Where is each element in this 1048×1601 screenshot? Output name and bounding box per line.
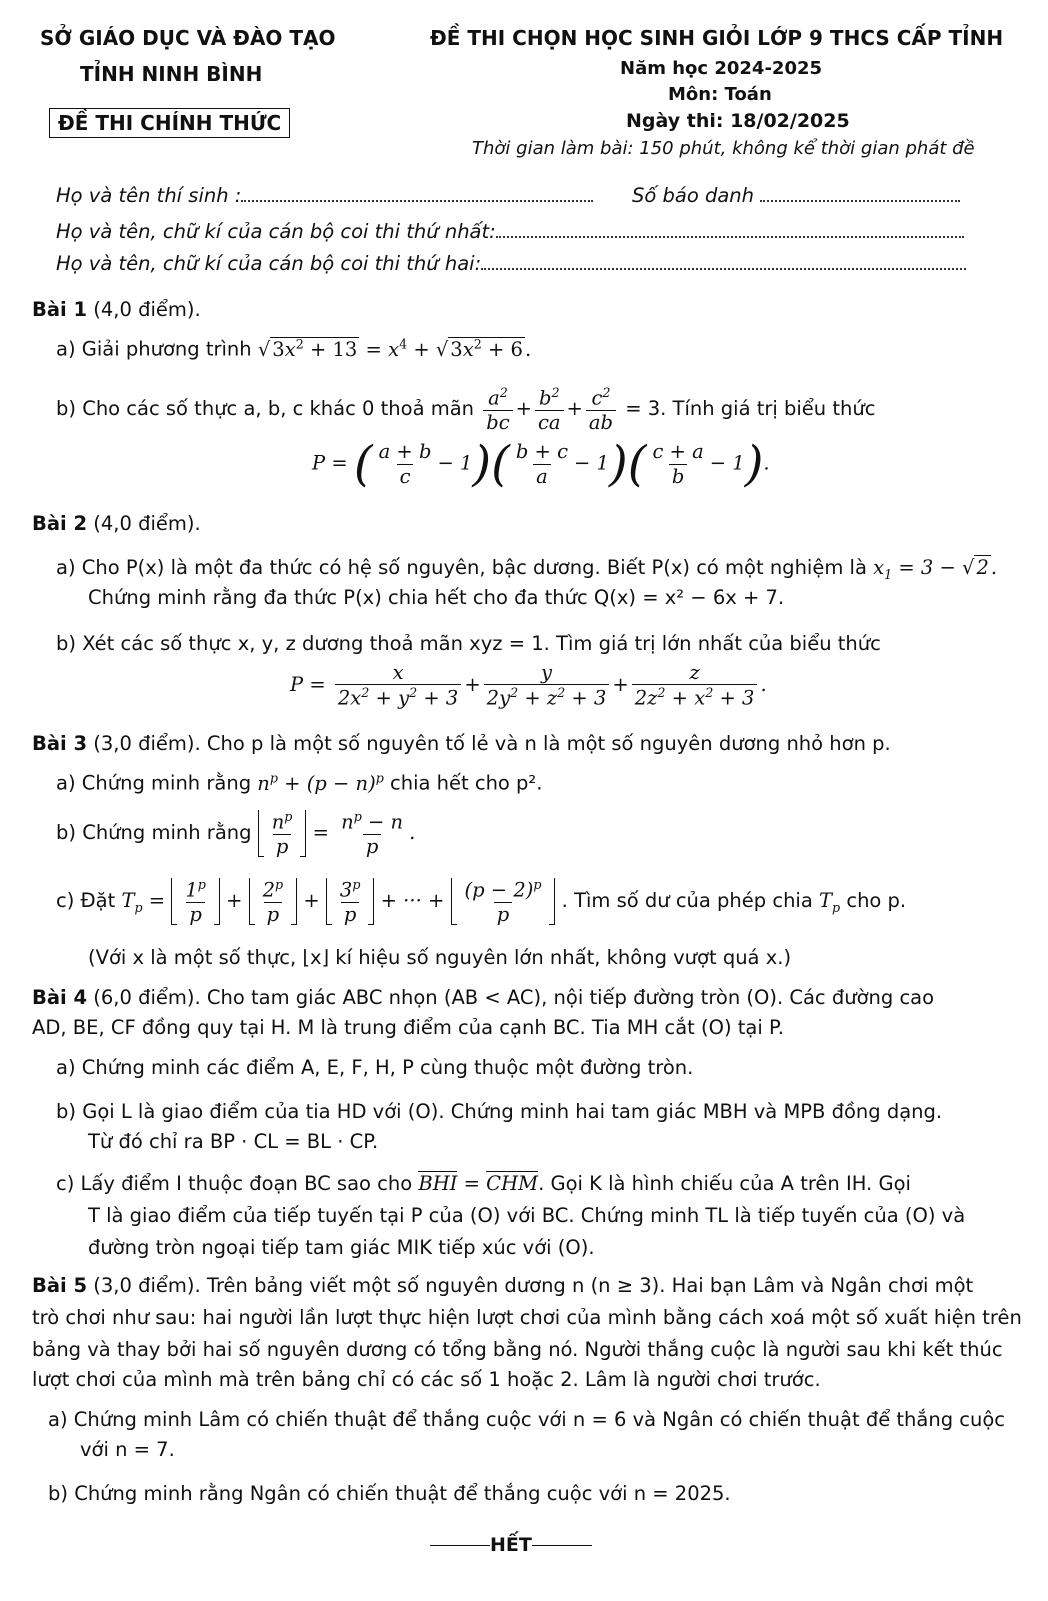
end-marker xyxy=(430,1534,592,1556)
end-text: HẾT xyxy=(490,1534,532,1556)
bai3-heading xyxy=(32,732,891,755)
bai4-points: (6,0 điểm). xyxy=(93,986,201,1009)
bai5-b-label: b) xyxy=(48,1482,68,1505)
bai1-b-text1: Cho các số thực a, b, c khác 0 thoả mãn xyxy=(82,397,475,421)
bai3-a-label: a) xyxy=(56,771,76,795)
bai3-c-tp: $T_p$ xyxy=(819,889,841,916)
bai2-a-text1: Cho P(x) là một đa thức có hệ số nguyên, bậc dương. Biết P(x) có một nghiệm là xyxy=(81,556,867,579)
bai3-note: (Với x là một số thực, ⌊x⌋ kí hiệu số nguyên lớn nhất, không vượt quá x.) xyxy=(88,946,792,969)
bai4-b-text2: Từ đó chỉ ra BP · CL = BL · CP. xyxy=(88,1130,379,1153)
bai1-a-text: Giải phương trình xyxy=(81,337,252,361)
bai1-title: Bài 1 xyxy=(32,298,88,321)
bai4-c-text3: đường tròn ngoại tiếp tam giác MIK tiếp xúc với (O). xyxy=(88,1236,595,1259)
exam-duration: Thời gian làm bài: 150 phút, không kể thời gian phát đề xyxy=(472,138,975,159)
bai4-a xyxy=(56,1056,693,1079)
bai3-a-text2: chia hết cho p². xyxy=(390,771,543,795)
bai5-a-label: a) xyxy=(48,1408,68,1431)
bai3-c-definition: $T_p$ = 1$^p$ p + 2$^p$ p + 3$^p$ p + ··· + $(p - 2)^p$ p xyxy=(121,889,561,912)
bai5-line4: lượt chơi của mình mà trên bảng chỉ có các số 1 hoặc 2. Lâm là người chơi trước. xyxy=(32,1368,821,1391)
bai4-heading xyxy=(32,986,934,1009)
bai3-a-expr: $n^p + (p - n)^p$ xyxy=(257,770,384,795)
exam-title: ĐỀ THI CHỌN HỌC SINH GIỎI LỚP 9 THCS CẤP TỈNH xyxy=(430,26,1004,50)
school-year: Năm học 2024-2025 xyxy=(620,58,823,79)
bai1-heading xyxy=(32,298,201,321)
bai3-points: (3,0 điểm). xyxy=(93,732,201,755)
bai2-b-text: Xét các số thực x, y, z dương thoả mãn xyz = 1. Tìm giá trị lớn nhất của biểu thức xyxy=(82,632,881,655)
exam-date: Ngày thi: 18/02/2025 xyxy=(626,110,850,132)
bai5-a-text2: với n = 7. xyxy=(80,1438,175,1461)
bai5-b xyxy=(48,1482,731,1505)
bai4-b xyxy=(56,1100,942,1123)
bai1-a-equation: √ $3x^2 + 13 = x^4$ + √ $3x^2 + 6$ . xyxy=(257,336,532,361)
bai2-points: (4,0 điểm). xyxy=(93,512,201,535)
bai5-line2: trò chơi như sau: hai người lần lượt thực hiện lượt chơi của mình bằng cách xoá một số xuất hiện trên xyxy=(32,1306,1022,1329)
department-name: SỞ GIÁO DỤC VÀ ĐÀO TẠO xyxy=(40,26,336,50)
bai1-b-expression: P = ( $\frac{a + b}{c}$ − 1)( $\frac{b + c}{a}$ − 1)( $\frac{c + a}{b}$ − 1). xyxy=(312,436,770,492)
bai4-c-text1a: Lấy điểm I thuộc đoạn BC sao cho xyxy=(80,1172,413,1195)
bai5-a-text1: Chứng minh Lâm có chiến thuật để thắng cuộc với n = 6 và Ngân có chiến thuật để thắng cuộc xyxy=(73,1408,1006,1431)
bai1-b-text2: = 3. Tính giá trị biểu thức xyxy=(625,397,876,421)
proctor2-label: Họ và tên, chữ kí của cán bộ coi thi thứ hai: xyxy=(56,252,482,275)
bai4-c-text1b: . Gọi K là hình chiếu của A trên IH. Gọi xyxy=(538,1172,911,1195)
bai1-points: (4,0 điểm). xyxy=(93,298,201,321)
bai3-b-label: b) xyxy=(56,821,76,845)
bai1-a-label: a) xyxy=(56,337,76,361)
bai2-a-text2: Chứng minh rằng đa thức P(x) chia hết cho đa thức Q(x) = x² − 6x + 7. xyxy=(88,586,785,609)
bai4-b-label: b) xyxy=(56,1100,76,1123)
candidate-number-field xyxy=(632,184,960,207)
subject: Môn: Toán xyxy=(668,84,772,105)
bai4-c-text2: T là giao điểm của tiếp tuyến tại P của (O) với BC. Chứng minh TL là tiếp tuyến của (O) và xyxy=(88,1204,966,1227)
bai3-b-text: Chứng minh rằng xyxy=(82,821,252,845)
bai5-points: (3,0 điểm). xyxy=(93,1274,201,1297)
bai1-b-label: b) xyxy=(56,397,76,421)
bai2-title: Bài 2 xyxy=(32,512,88,535)
bai4-c-label: c) xyxy=(56,1172,75,1195)
bai3-c-text3: cho p. xyxy=(846,889,907,913)
bai5-title: Bài 5 xyxy=(32,1274,88,1297)
bai3-c-text1: Đặt xyxy=(80,889,116,913)
bai1-b xyxy=(56,386,875,433)
bai4-a-label: a) xyxy=(56,1056,76,1079)
bai2-a-root: $x_1 = 3$ − √ 2 . xyxy=(873,556,998,582)
bai4-c xyxy=(56,1172,911,1195)
bai3-a xyxy=(56,770,542,795)
official-exam-box: ĐỀ THI CHÍNH THỨC xyxy=(49,108,290,138)
bai2-a-label: a) xyxy=(56,556,76,579)
proctor2-field xyxy=(56,252,966,275)
bai5-heading xyxy=(32,1274,973,1297)
bai5-a xyxy=(48,1408,1005,1431)
proctor1-field xyxy=(56,220,964,243)
bai4-intro2: AD, BE, CF đồng quy tại H. M là trung điểm của cạnh BC. Tia MH cắt (O) tại P. xyxy=(32,1016,784,1039)
bai1-a xyxy=(56,336,531,361)
bai3-b-equation: $n^p$ p = $\frac{n^p - n}{p}$ . xyxy=(258,821,416,844)
bai3-c-label: c) xyxy=(56,889,75,913)
bai4-intro1: Cho tam giác ABC nhọn (AB < AC), nội tiếp đường tròn (O). Các đường cao xyxy=(206,986,935,1009)
bai1-b-condition: $\frac{a^2}{bc}$ + $\frac{b^2}{ca}$ + $\frac{c^2}{ab}$ xyxy=(480,397,625,420)
candidate-name-field xyxy=(56,184,593,207)
bai2-b-expression: P = $\frac{x}{2x^2 + y^2 + 3}$ + $\frac{y}{2y^2 + z^2 + 3}$ + $\frac{z}{2z^2 + x^2 + 3}$ . xyxy=(290,661,767,710)
bai3-c-text2: . Tìm số dư của phép chia xyxy=(561,889,813,913)
bai3-a-text1: Chứng minh rằng xyxy=(81,771,252,795)
bai5-line1: Trên bảng viết một số nguyên dương n (n ≥ 3). Hai bạn Lâm và Ngân chơi một xyxy=(206,1274,974,1297)
bai4-b-text1: Gọi L là giao điểm của tia HD với (O). Chứng minh hai tam giác MBH và MPB đồng dạng. xyxy=(82,1100,943,1123)
province-name: TỈNH NINH BÌNH xyxy=(80,62,263,86)
bai3-intro: Cho p là một số nguyên tố lẻ và n là một số nguyên dương nhỏ hơn p. xyxy=(206,732,891,755)
bai4-c-angles: BHI = CHM xyxy=(418,1172,539,1195)
bai3-b xyxy=(56,810,415,857)
bai2-b xyxy=(56,632,881,655)
bai2-heading xyxy=(32,512,201,535)
bai2-b-label: b) xyxy=(56,632,76,655)
bai2-a xyxy=(56,556,997,582)
bai5-b-text: Chứng minh rằng Ngân có chiến thuật để thắng cuộc với n = 2025. xyxy=(74,1482,731,1505)
proctor1-label: Họ và tên, chữ kí của cán bộ coi thi thứ nhất: xyxy=(56,220,496,243)
candidate-number-label: Số báo danh xyxy=(632,184,755,207)
bai4-a-text: Chứng minh các điểm A, E, F, H, P cùng thuộc một đường tròn. xyxy=(81,1056,694,1079)
bai5-line3: bảng và thay bởi hai số nguyên dương có tổng bằng nó. Người thắng cuộc là người sau khi kết thúc xyxy=(32,1338,1003,1361)
bai4-title: Bài 4 xyxy=(32,986,88,1009)
candidate-name-label: Họ và tên thí sinh : xyxy=(56,184,242,207)
bai3-c xyxy=(56,878,906,925)
bai3-title: Bài 3 xyxy=(32,732,88,755)
